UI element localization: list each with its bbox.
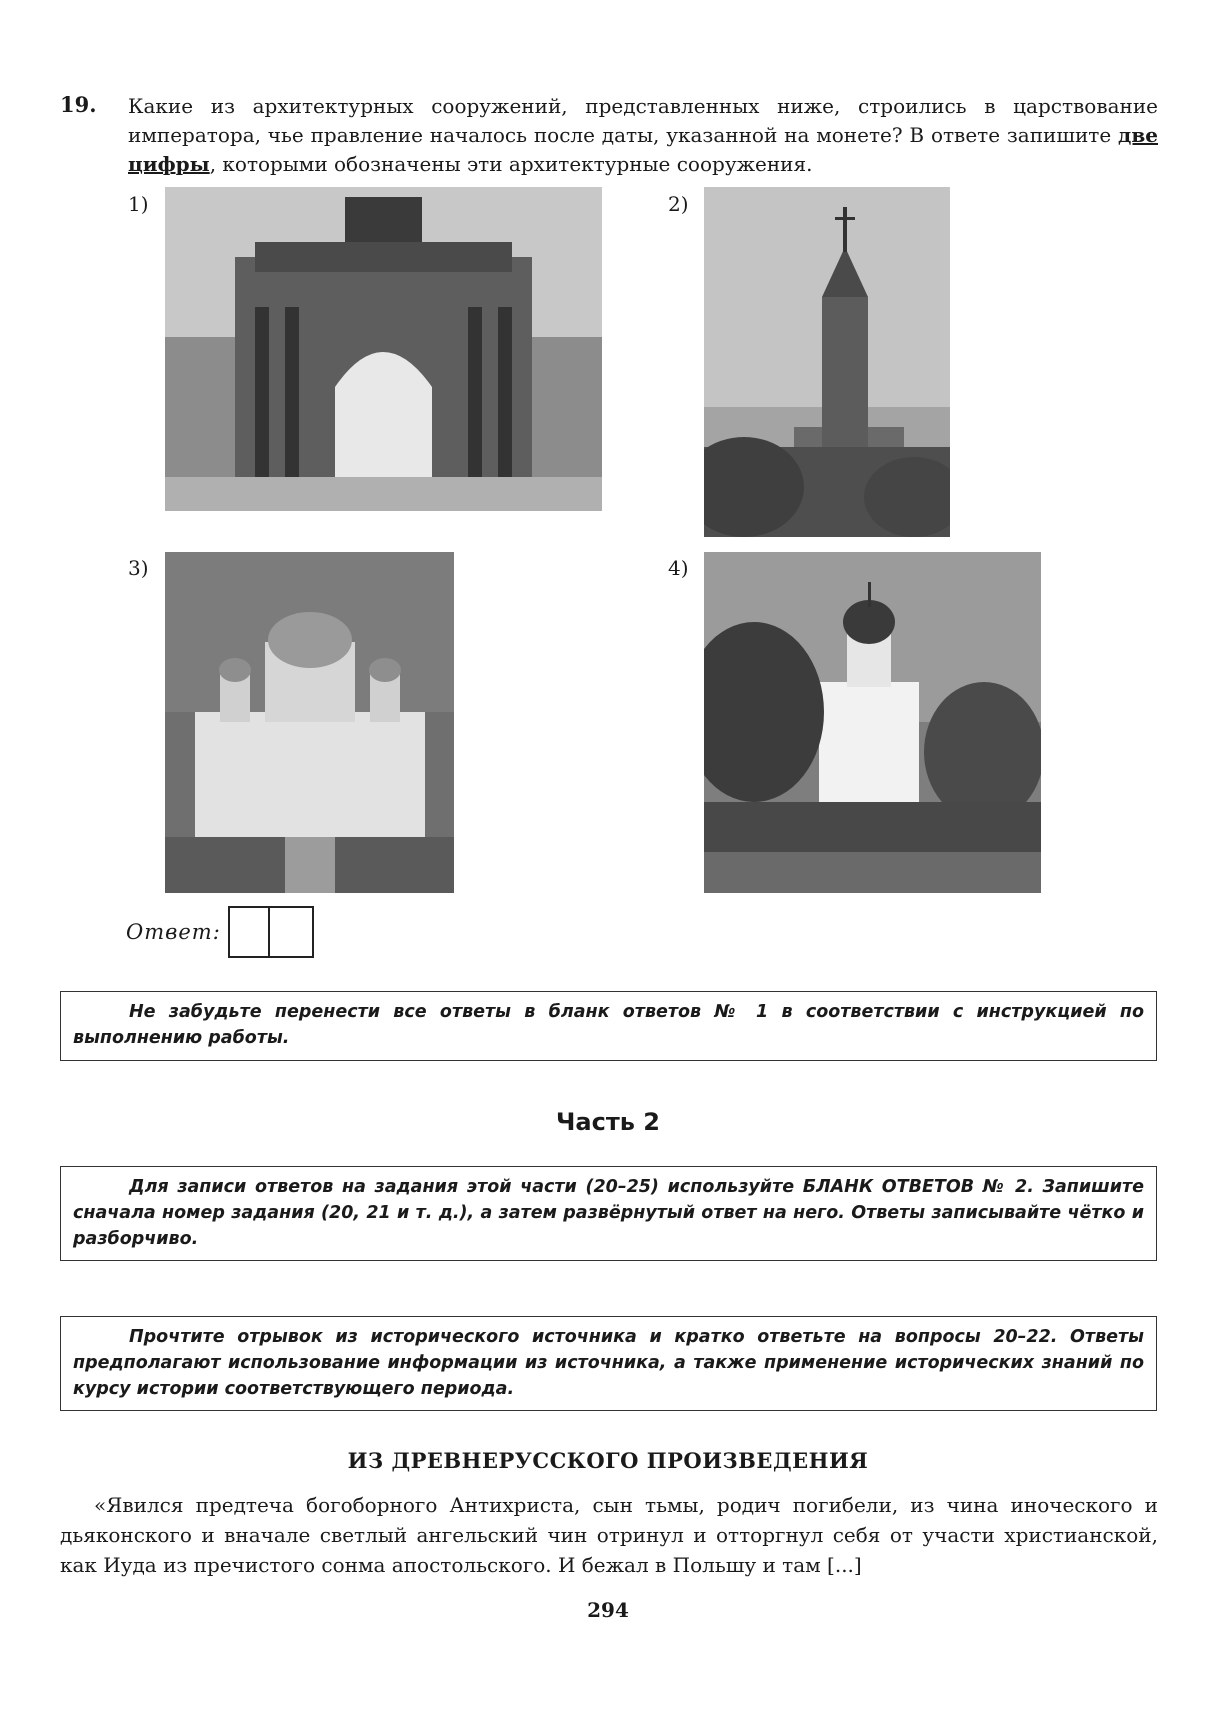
source-text: «Явился предтеча богоборного Антихриста, сын тьмы, родич погибели, из чина иноческого и дьяконского и вначале светлый ангельский чин отринул и отторгнул себя от участи христианской, как Иуда из пречистого сонма апостольского. И бежал в Польшу и там [...] — [60, 1493, 1158, 1577]
answer-cell-2[interactable] — [270, 906, 314, 958]
photo-white-stone-church — [704, 552, 1041, 893]
question-emphasis: две цифры — [128, 123, 1158, 176]
image-label-3: 3) — [128, 556, 149, 580]
question-text — [128, 92, 1158, 179]
answer-label: Ответ: — [126, 920, 221, 944]
image-label-2: 2) — [668, 192, 689, 216]
notice-part2-instructions: Для записи ответов на задания этой части (20–25) используйте БЛАНК ОТВЕТОВ № 2. Запишите сначала номер задания (20, 21 и т. д.), а затем развёрнутый ответ на него. Ответы записывайте чётко и разборчиво. — [60, 1166, 1157, 1261]
answer-boxes[interactable] — [228, 906, 314, 958]
source-title: ИЗ ДРЕВНЕРУССКОГО ПРОИЗВЕДЕНИЯ — [347, 1448, 869, 1473]
image-label-1: 1) — [128, 192, 149, 216]
photo-cathedral — [165, 552, 454, 893]
page-number: 294 — [587, 1598, 629, 1622]
image-label-4: 4) — [668, 556, 689, 580]
notice-transfer-answers: Не забудьте перенести все ответы в бланк ответов № 1 в соответствии с инструкцией по выполнению работы. — [60, 991, 1157, 1061]
question-text-before: Какие из архитектурных сооружений, представленных ниже, строились в царствование императора, чье правление началось после даты, указанной на монете? В ответе запишите — [128, 94, 1158, 147]
photo-bell-tower-church — [704, 187, 950, 537]
answer-cell-1[interactable] — [228, 906, 270, 958]
question-number: 19. — [60, 92, 97, 117]
question-text-after: , которыми обозначены эти архитектурные сооружения. — [209, 152, 813, 176]
notice-source-instructions: Прочтите отрывок из исторического источника и кратко ответьте на вопросы 20–22. Ответы предполагают использование информации из источника, а также применение исторических знаний по курсу истории соответствующего периода. — [60, 1316, 1157, 1411]
photo-triumphal-arch — [165, 187, 602, 511]
part-title: Часть 2 — [556, 1108, 660, 1136]
